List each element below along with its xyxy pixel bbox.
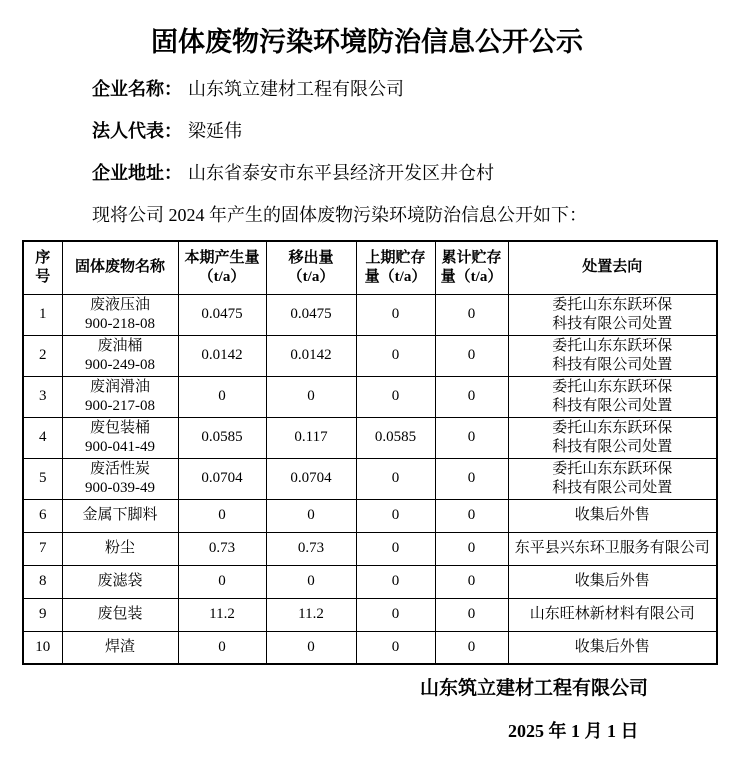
cell-removed: 0.0704 (266, 458, 356, 499)
cell-cum-storage: 0 (435, 294, 508, 335)
cell-produced: 0.0704 (178, 458, 266, 499)
cell-no: 2 (23, 335, 62, 376)
cell-prev-storage: 0 (356, 499, 435, 532)
cell-name: 焊渣 (62, 631, 178, 664)
cell-produced: 0 (178, 631, 266, 664)
cell-disposal: 委托山东东跃环保 科技有限公司处置 (508, 417, 717, 458)
cell-removed: 0 (266, 631, 356, 664)
cell-produced: 11.2 (178, 598, 266, 631)
footer-date: 2025 年 1 月 1 日 (508, 721, 639, 741)
cell-cum-storage: 0 (435, 499, 508, 532)
cell-prev-storage: 0 (356, 376, 435, 417)
table-row (23, 294, 717, 335)
cell-name: 废滤袋 (62, 565, 178, 598)
cell-cum-storage: 0 (435, 631, 508, 664)
cell-prev-storage: 0 (356, 458, 435, 499)
cell-name: 废包装 (62, 598, 178, 631)
cell-cum-storage: 0 (435, 376, 508, 417)
cell-name: 废活性炭 900-039-49 (62, 458, 178, 499)
field-legal-representative-value: 梁延伟 (188, 121, 242, 141)
table-row (23, 458, 717, 499)
cell-prev-storage: 0 (356, 294, 435, 335)
cell-produced: 0.73 (178, 532, 266, 565)
cell-no: 10 (23, 631, 62, 664)
cell-disposal: 收集后外售 (508, 565, 717, 598)
column-header-col-disposal: 处置去向 (508, 241, 717, 294)
cell-cum-storage: 0 (435, 417, 508, 458)
cell-no: 5 (23, 458, 62, 499)
cell-disposal: 收集后外售 (508, 631, 717, 664)
table-row (23, 631, 717, 664)
cell-cum-storage: 0 (435, 532, 508, 565)
table-row (23, 565, 717, 598)
cell-name: 废润滑油 900-217-08 (62, 376, 178, 417)
table-row (23, 532, 717, 565)
cell-disposal: 委托山东东跃环保 科技有限公司处置 (508, 294, 717, 335)
field-legal-representative-label: 法人代表： (92, 121, 182, 141)
cell-name: 废油桶 900-249-08 (62, 335, 178, 376)
field-company-address-value: 山东省泰安市东平县经济开发区井仓村 (188, 163, 494, 183)
company-info-fields (92, 80, 734, 183)
table-row (23, 335, 717, 376)
cell-disposal: 收集后外售 (508, 499, 717, 532)
cell-name: 废包装桶 900-041-49 (62, 417, 178, 458)
waste-table-body (23, 294, 717, 664)
cell-prev-storage: 0.0585 (356, 417, 435, 458)
cell-removed: 0.117 (266, 417, 356, 458)
footer-company: 山东筑立建材工程有限公司 (420, 678, 649, 699)
cell-prev-storage: 0 (356, 532, 435, 565)
column-header-col-no: 序 号 (23, 241, 62, 294)
cell-produced: 0 (178, 499, 266, 532)
cell-no: 4 (23, 417, 62, 458)
cell-cum-storage: 0 (435, 565, 508, 598)
table-row (23, 417, 717, 458)
cell-prev-storage: 0 (356, 631, 435, 664)
cell-disposal: 东平县兴东环卫服务有限公司 (508, 532, 717, 565)
cell-no: 7 (23, 532, 62, 565)
waste-table (22, 240, 718, 665)
cell-disposal: 山东旺林新材料有限公司 (508, 598, 717, 631)
cell-disposal: 委托山东东跃环保 科技有限公司处置 (508, 376, 717, 417)
cell-cum-storage: 0 (435, 458, 508, 499)
cell-produced: 0 (178, 565, 266, 598)
column-header-col-cum-storage: 累计贮存 量（t/a） (435, 241, 508, 294)
field-legal-representative (92, 122, 734, 141)
cell-removed: 11.2 (266, 598, 356, 631)
cell-no: 1 (23, 294, 62, 335)
cell-removed: 0.0142 (266, 335, 356, 376)
column-header-col-waste-name: 固体废物名称 (62, 241, 178, 294)
cell-no: 8 (23, 565, 62, 598)
waste-table-head-row (23, 241, 717, 294)
cell-disposal: 委托山东东跃环保 科技有限公司处置 (508, 458, 717, 499)
cell-produced: 0.0142 (178, 335, 266, 376)
table-row (23, 598, 717, 631)
cell-removed: 0 (266, 499, 356, 532)
column-header-col-removed: 移出量 （t/a） (266, 241, 356, 294)
cell-removed: 0.73 (266, 532, 356, 565)
cell-prev-storage: 0 (356, 335, 435, 376)
cell-removed: 0.0475 (266, 294, 356, 335)
cell-no: 3 (23, 376, 62, 417)
cell-prev-storage: 0 (356, 565, 435, 598)
intro-text: 现将公司 2024 年产生的固体废物污染环境防治信息公开如下： (92, 205, 587, 225)
cell-name: 金属下脚料 (62, 499, 178, 532)
cell-produced: 0.0475 (178, 294, 266, 335)
cell-cum-storage: 0 (435, 598, 508, 631)
field-company-address (92, 164, 734, 183)
cell-cum-storage: 0 (435, 335, 508, 376)
cell-name: 粉尘 (62, 532, 178, 565)
column-header-col-prev-storage: 上期贮存 量（t/a） (356, 241, 435, 294)
cell-produced: 0 (178, 376, 266, 417)
page-title: 固体废物污染环境防治信息公开公示 (151, 27, 583, 57)
cell-disposal: 委托山东东跃环保 科技有限公司处置 (508, 335, 717, 376)
cell-removed: 0 (266, 565, 356, 598)
field-company-name (92, 80, 734, 99)
cell-name: 废液压油 900-218-08 (62, 294, 178, 335)
column-header-col-produced: 本期产生量 （t/a） (178, 241, 266, 294)
cell-no: 9 (23, 598, 62, 631)
cell-no: 6 (23, 499, 62, 532)
field-company-name-label: 企业名称： (92, 79, 182, 99)
cell-produced: 0.0585 (178, 417, 266, 458)
table-row (23, 499, 717, 532)
cell-removed: 0 (266, 376, 356, 417)
field-company-address-label: 企业地址： (92, 163, 182, 183)
field-company-name-value: 山东筑立建材工程有限公司 (188, 79, 404, 99)
cell-prev-storage: 0 (356, 598, 435, 631)
table-row (23, 376, 717, 417)
